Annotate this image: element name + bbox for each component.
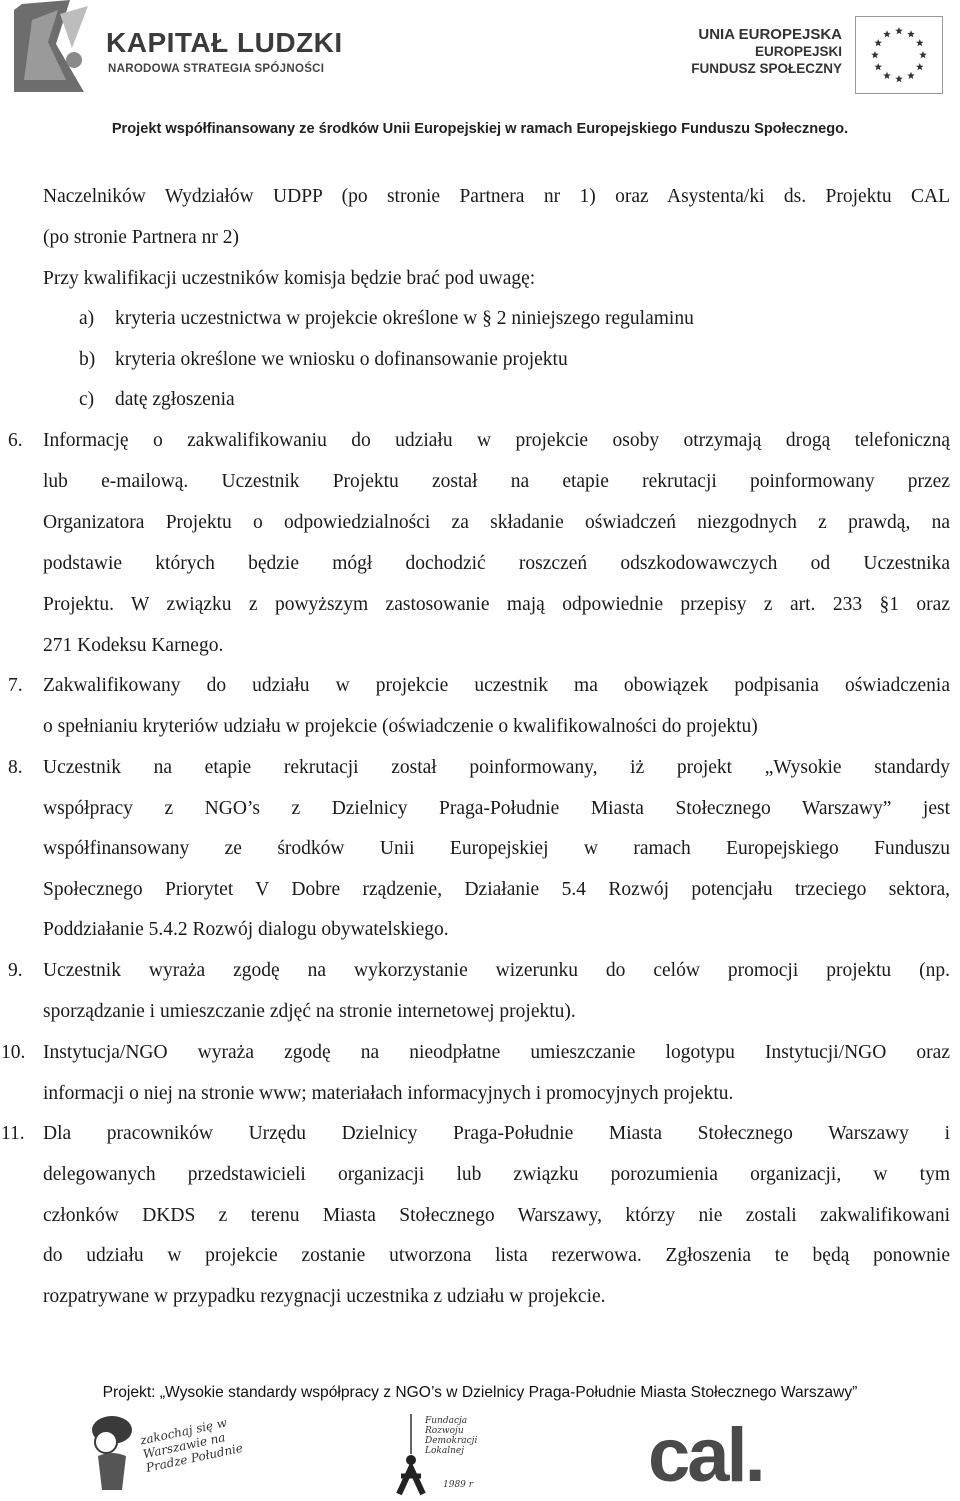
paragraph-10-line-2: informacji o niej na stronie www; materiałach informacyjnych i promocyjnych projektu. xyxy=(43,1083,734,1104)
kapital-ludzki-title: KAPITAŁ LUDZKI xyxy=(106,27,343,58)
paragraph-8-number: 8. xyxy=(8,757,23,778)
criteria-item-a: kryteria uczestnictwa w projekcie określone w § 2 niniejszego regulaminu xyxy=(115,308,694,329)
kapital-ludzki-mark-icon xyxy=(14,0,94,92)
paragraph-6-line-6: 271 Kodeksu Karnego. xyxy=(43,635,224,656)
paragraph-8-line-3: współfinansowany ze środków Unii Europejskiej w ramach Europejskiego Funduszu xyxy=(43,838,950,859)
cofinancing-note: Projekt współfinansowany ze środków Unii Europejskiej w ramach Europejskiego Funduszu Społecznego. xyxy=(111,121,849,137)
paragraph-7-line-2: o spełnianiu kryteriów udziału w projekcie (oświadczenie o kwalifikowalności do projektu) xyxy=(43,716,758,737)
criteria-item-b: kryteria określone we wniosku o dofinansowanie projektu xyxy=(115,349,568,370)
paragraph-8-line-2: współpracy z NGO’s z Dzielnicy Praga-Południe Miasta Stołecznego Warszawy” jest xyxy=(43,798,950,819)
eu-star-icon xyxy=(895,27,903,34)
paragraph-10-number: 10. xyxy=(1,1042,26,1063)
paragraph-6-line-1: Informację o zakwalifikowaniu do udziału w projekcie osoby otrzymają drogą telefoniczną xyxy=(43,430,950,451)
page-header xyxy=(0,0,960,150)
paragraph-8-line-4: Społecznego Priorytet V Dobre rządzenie, Działanie 5.4 Rozwój potencjału trzeciego sektora, xyxy=(43,879,950,900)
eu-logo-line3: FUNDUSZ SPOŁECZNY xyxy=(691,61,842,76)
paragraph-8-line-1: Uczestnik na etapie rekrutacji został poinformowany, iż projekt „Wysokie standardy xyxy=(43,757,950,778)
zakochaj-sie-logo xyxy=(82,1414,252,1494)
criteria-marker-a: a) xyxy=(79,308,95,329)
paragraph-8-line-5: Poddziałanie 5.4.2 Rozwój dialogu obywatelskiego. xyxy=(43,919,449,940)
eu-star-icon xyxy=(871,51,879,58)
footer-project-line: Projekt: „Wysokie standardy współpracy z NGO’s w Dzielnicy Praga-Południe Miasta Stołecznego Warszawy” xyxy=(102,1384,858,1401)
eu-star-icon xyxy=(883,72,891,79)
eu-logo-text xyxy=(691,26,842,77)
eu-star-icon xyxy=(916,39,924,46)
frdl-logo xyxy=(395,1410,495,1496)
paragraph-6-number: 6. xyxy=(8,430,23,451)
paragraph-11-line-4: do udziału w projekcie zostanie utworzona lista rezerwowa. Zgłoszenia te będą ponownie xyxy=(43,1245,950,1266)
paragraph-11-number: 11. xyxy=(1,1123,25,1144)
eu-flag-icon xyxy=(855,16,943,94)
frdl-logo-text: Fundacja Rozwoju Demokracji Lokalnej xyxy=(425,1416,478,1456)
kapital-ludzki-subtitle: NARODOWA STRATEGIA SPÓJNOŚCI xyxy=(108,63,325,75)
paragraph-7-number: 7. xyxy=(8,675,23,696)
paragraph-9-line-2: sporządzanie i umieszczanie zdjęć na stronie internetowej projektu). xyxy=(43,1001,576,1022)
zakochaj-sie-logo-text: zakochaj się w Warszawie na Pradze Południe xyxy=(138,1415,245,1475)
eu-star-icon xyxy=(907,72,915,79)
paragraph-11-line-5: rozpatrywane w przypadku rezygnacji uczestnika z udziału w projekcie. xyxy=(43,1286,606,1307)
kapital-ludzki-logo xyxy=(14,0,343,90)
eu-star-icon xyxy=(874,39,882,46)
intro-line-2: (po stronie Partnera nr 2) xyxy=(43,227,240,248)
paragraph-11-line-2: delegowanych przedstawicieli organizacji lub związku porozumienia organizacji, w tym xyxy=(43,1164,950,1185)
paragraph-11-line-1: Dla pracowników Urzędu Dzielnicy Praga-Południe Miasta Stołecznego Warszawy i xyxy=(43,1123,950,1144)
cal-logo: cal. xyxy=(648,1413,763,1498)
intro-line-1: Naczelników Wydziałów UDPP (po stronie Partnera nr 1) oraz Asystenta/ki ds. Projektu CAL xyxy=(43,186,950,207)
eu-logo-line2: EUROPEJSKI xyxy=(754,44,842,59)
criteria-marker-c: c) xyxy=(79,389,95,410)
frdl-logo-year: 1989 r xyxy=(443,1480,474,1490)
paragraph-6-line-3: Organizatora Projektu o odpowiedzialności za składanie oświadczeń niezgodnych z prawdą, na xyxy=(43,512,950,533)
eu-star-icon xyxy=(895,75,903,82)
eu-star-icon xyxy=(883,30,891,37)
paragraph-6-line-4: podstawie których będzie mógł dochodzić roszczeń odszkodowawczych od Uczestnika xyxy=(43,553,950,574)
intro-line-3: Przy kwalifikacji uczestników komisja będzie brać pod uwagę: xyxy=(43,268,536,289)
paragraph-6-line-2: lub e-mailową. Uczestnik Projektu został na etapie rekrutacji poinformowany przez xyxy=(43,471,950,492)
paragraph-7-line-1: Zakwalifikowany do udziału w projekcie uczestnik ma obowiązek podpisania oświadczenia xyxy=(43,675,950,696)
eu-logo-line1: UNIA EUROPEJSKA xyxy=(698,26,842,43)
paragraph-9-line-1: Uczestnik wyraża zgodę na wykorzystanie wizerunku do celów promocji projektu (np. xyxy=(43,960,950,981)
paragraph-11-line-3: członków DKDS z terenu Miasta Stołecznego Warszawy, którzy nie zostali zakwalifikowani xyxy=(43,1205,950,1226)
eu-star-icon xyxy=(907,30,915,37)
eu-star-icon xyxy=(919,51,927,58)
criteria-marker-b: b) xyxy=(79,349,96,370)
eu-star-icon xyxy=(874,63,882,70)
criteria-item-c: datę zgłoszenia xyxy=(115,389,235,410)
paragraph-10-line-1: Instytucja/NGO wyraża zgodę na nieodpłatne umieszczanie logotypu Instytucji/NGO oraz xyxy=(43,1042,950,1063)
paragraph-6-line-5: Projektu. W związku z powyższym zastosowanie mają odpowiednie przepisy z art. 233 §1 oraz xyxy=(43,594,950,615)
eu-star-icon xyxy=(916,63,924,70)
paragraph-9-number: 9. xyxy=(8,960,23,981)
frdl-mark-icon xyxy=(395,1410,427,1496)
zakochaj-sie-mark-icon xyxy=(82,1414,142,1494)
